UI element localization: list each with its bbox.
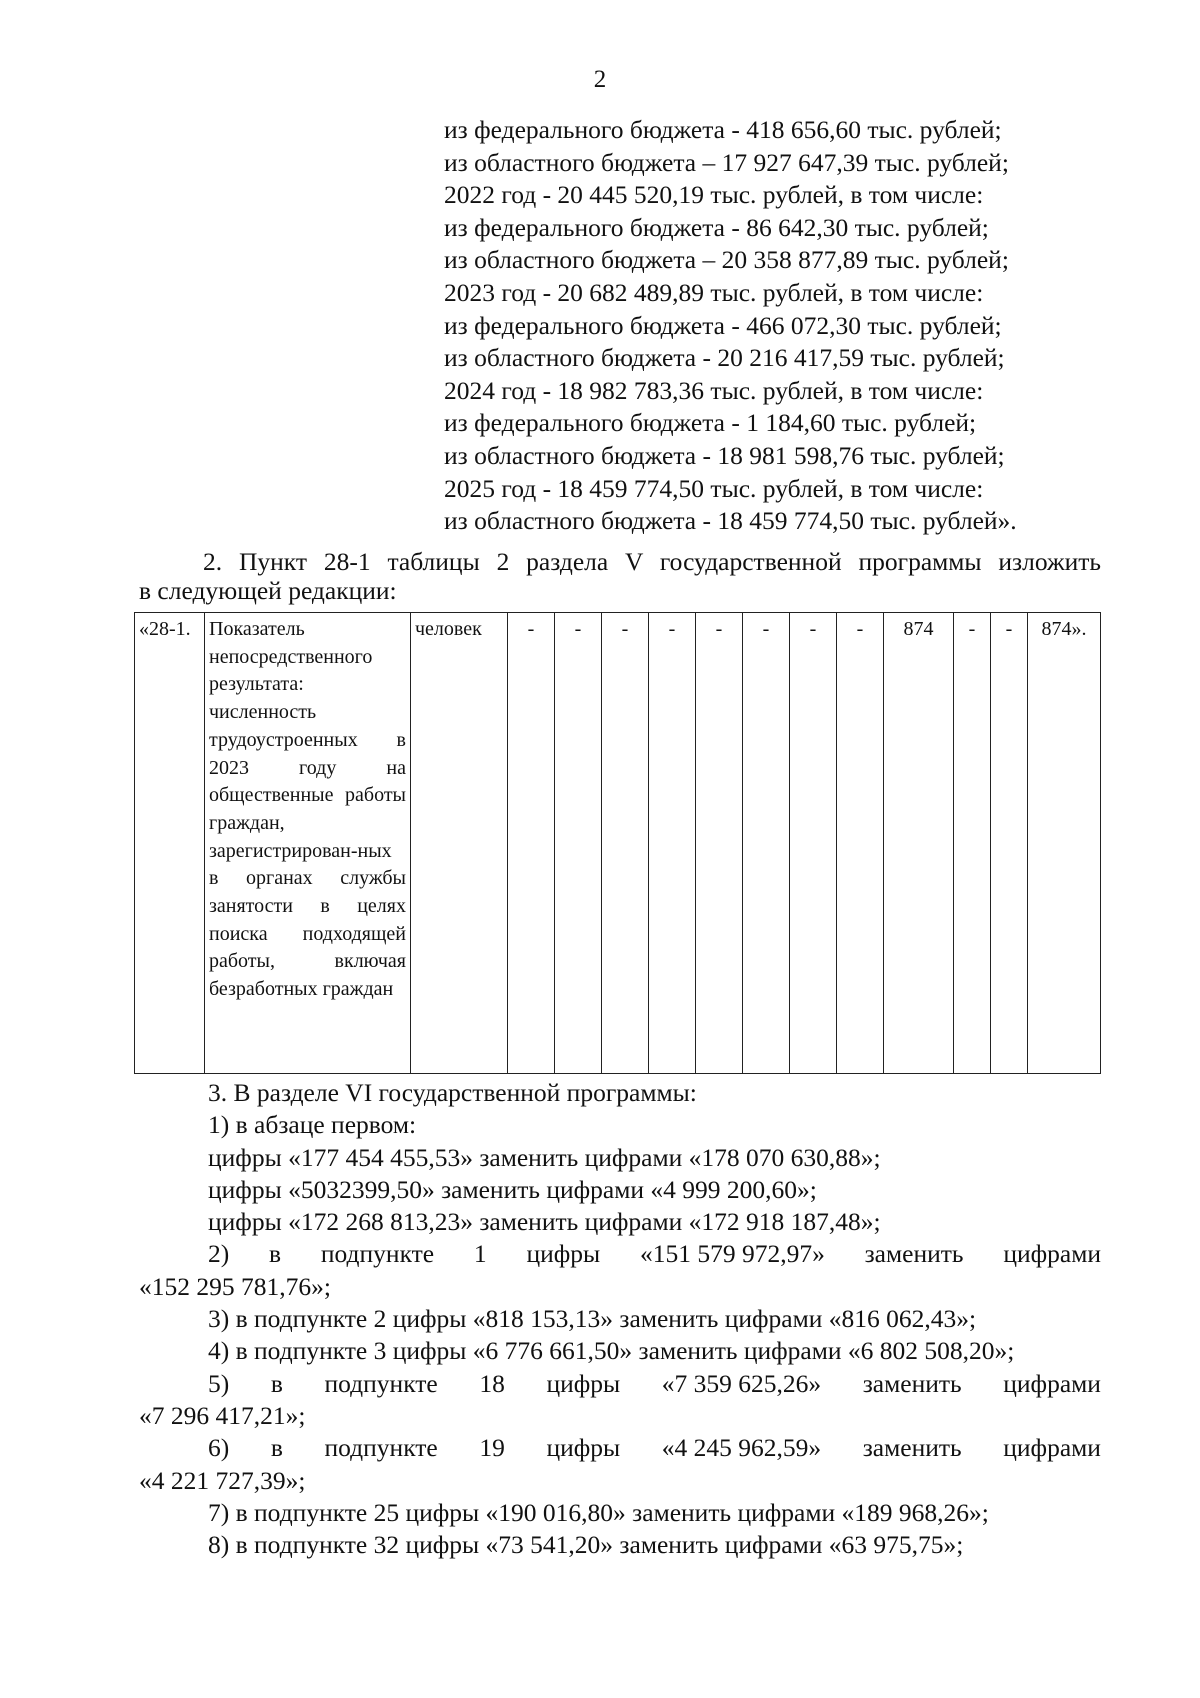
word: цифрами xyxy=(1003,1368,1101,1398)
item-5-continuation: «7 296 417,21»; xyxy=(139,1400,306,1430)
item-5-line xyxy=(139,1368,1101,1400)
section-3 xyxy=(139,1077,1101,1561)
item-7: 7) в подпункте 25 цифры «190 016,80» заменить цифрами «189 968,26»; xyxy=(208,1497,989,1527)
value-cell: - xyxy=(790,613,837,1074)
budget-line: 2025 год - 18 459 774,50 тыс. рублей, в том числе: xyxy=(444,473,984,503)
word: «151 579 972,97» xyxy=(639,1239,825,1269)
unit-cell: человек xyxy=(411,613,508,1074)
row-number-cell: «28-1. xyxy=(135,613,205,1074)
value-cell: - xyxy=(696,613,743,1074)
value-cell: 874». xyxy=(1028,613,1101,1074)
budget-line: 2022 год - 20 445 520,19 тыс. рублей, в том числе: xyxy=(444,180,984,210)
replacement-line: цифры «177 454 455,53» заменить цифрами «178 070 630,88»; xyxy=(208,1142,881,1172)
word: подпункте xyxy=(324,1433,438,1463)
word: подпункте xyxy=(324,1368,438,1398)
indicator-description-cell: Показатель непосредственного результата: численность трудоустроенных в 2023 году на общественные работы граждан, зарегистрирован-ных в органах службы занятости в целях поиска подходящей работы, включая безработных граждан xyxy=(205,613,411,1074)
word: заменить xyxy=(862,1368,962,1398)
value-cell: 874 xyxy=(884,613,954,1074)
table-row xyxy=(135,613,1101,1074)
word: 5) xyxy=(208,1368,230,1398)
word: 19 xyxy=(479,1433,505,1463)
budget-breakdown xyxy=(444,114,1144,538)
page-number: 2 xyxy=(593,66,607,93)
word: заменить xyxy=(862,1433,962,1463)
word: «7 359 625,26» xyxy=(661,1368,822,1398)
word: в xyxy=(270,1433,283,1463)
item-2-continuation: «152 295 781,76»; xyxy=(139,1271,331,1301)
value-cell: - xyxy=(954,613,991,1074)
budget-line: из областного бюджета - 18 981 598,76 тыс. рублей; xyxy=(444,440,1005,470)
word: 18 xyxy=(479,1368,505,1398)
budget-line: из областного бюджета – 20 358 877,89 тыс. рублей; xyxy=(444,245,1009,275)
budget-line: из федерального бюджета - 1 184,60 тыс. рублей; xyxy=(444,408,977,438)
item-6-line xyxy=(139,1432,1101,1464)
word: цифрами xyxy=(1003,1239,1101,1269)
value-cell: - xyxy=(991,613,1028,1074)
budget-line: из областного бюджета – 17 927 647,39 тыс. рублей; xyxy=(444,147,1009,177)
item-8: 8) в подпункте 32 цифры «73 541,20» заменить цифрами «63 975,75»; xyxy=(208,1530,964,1560)
budget-line: из областного бюджета - 18 459 774,50 тыс. рублей». xyxy=(444,506,1017,536)
item-4: 4) в подпункте 3 цифры «6 776 661,50» заменить цифрами «6 802 508,20»; xyxy=(208,1336,1015,1366)
word: в xyxy=(270,1368,283,1398)
word: цифры xyxy=(546,1433,621,1463)
item-6-continuation: «4 221 727,39»; xyxy=(139,1465,306,1495)
word: цифры xyxy=(546,1368,621,1398)
value-cell: - xyxy=(743,613,790,1074)
word: «4 245 962,59» xyxy=(661,1433,822,1463)
value-cell: - xyxy=(649,613,696,1074)
word: 6) xyxy=(208,1433,230,1463)
value-cell: - xyxy=(508,613,555,1074)
item-2-line xyxy=(139,1238,1101,1270)
point-2-line-1: 2. Пункт 28-1 таблицы 2 раздела V государственной программы изложить xyxy=(203,547,1101,576)
word: подпункте xyxy=(320,1239,435,1269)
word: цифры xyxy=(526,1239,601,1269)
item-1: 1) в абзаце первом: xyxy=(208,1110,417,1140)
budget-line: из областного бюджета - 20 216 417,59 тыс. рублей; xyxy=(444,343,1005,373)
value-cell: - xyxy=(837,613,884,1074)
budget-line: из федерального бюджета - 466 072,30 тыс. рублей; xyxy=(444,310,1002,340)
point-2-line-2: в следующей редакции: xyxy=(139,576,397,605)
value-cell: - xyxy=(555,613,602,1074)
word: 1 xyxy=(473,1239,487,1269)
item-3: 3) в подпункте 2 цифры «818 153,13» заменить цифрами «816 062,43»; xyxy=(208,1304,977,1334)
point-2-paragraph xyxy=(139,547,1101,605)
replacement-line: цифры «172 268 813,23» заменить цифрами «172 918 187,48»; xyxy=(208,1207,881,1237)
budget-line: 2023 год - 20 682 489,89 тыс. рублей, в том числе: xyxy=(444,277,984,307)
section-3-heading: 3. В разделе VI государственной программы: xyxy=(208,1078,697,1107)
budget-line: из федерального бюджета - 86 642,30 тыс. рублей; xyxy=(444,212,989,242)
word: заменить xyxy=(864,1239,964,1269)
budget-line: 2024 год - 18 982 783,36 тыс. рублей, в том числе: xyxy=(444,375,984,405)
budget-line: из федерального бюджета - 418 656,60 тыс. рублей; xyxy=(444,115,1002,144)
replacement-line: цифры «5032399,50» заменить цифрами «4 999 200,60»; xyxy=(208,1174,817,1204)
indicator-table xyxy=(134,612,1101,1074)
value-cell: - xyxy=(602,613,649,1074)
word: цифрами xyxy=(1003,1433,1101,1463)
word: 2) xyxy=(208,1239,230,1269)
word: в xyxy=(269,1239,282,1269)
